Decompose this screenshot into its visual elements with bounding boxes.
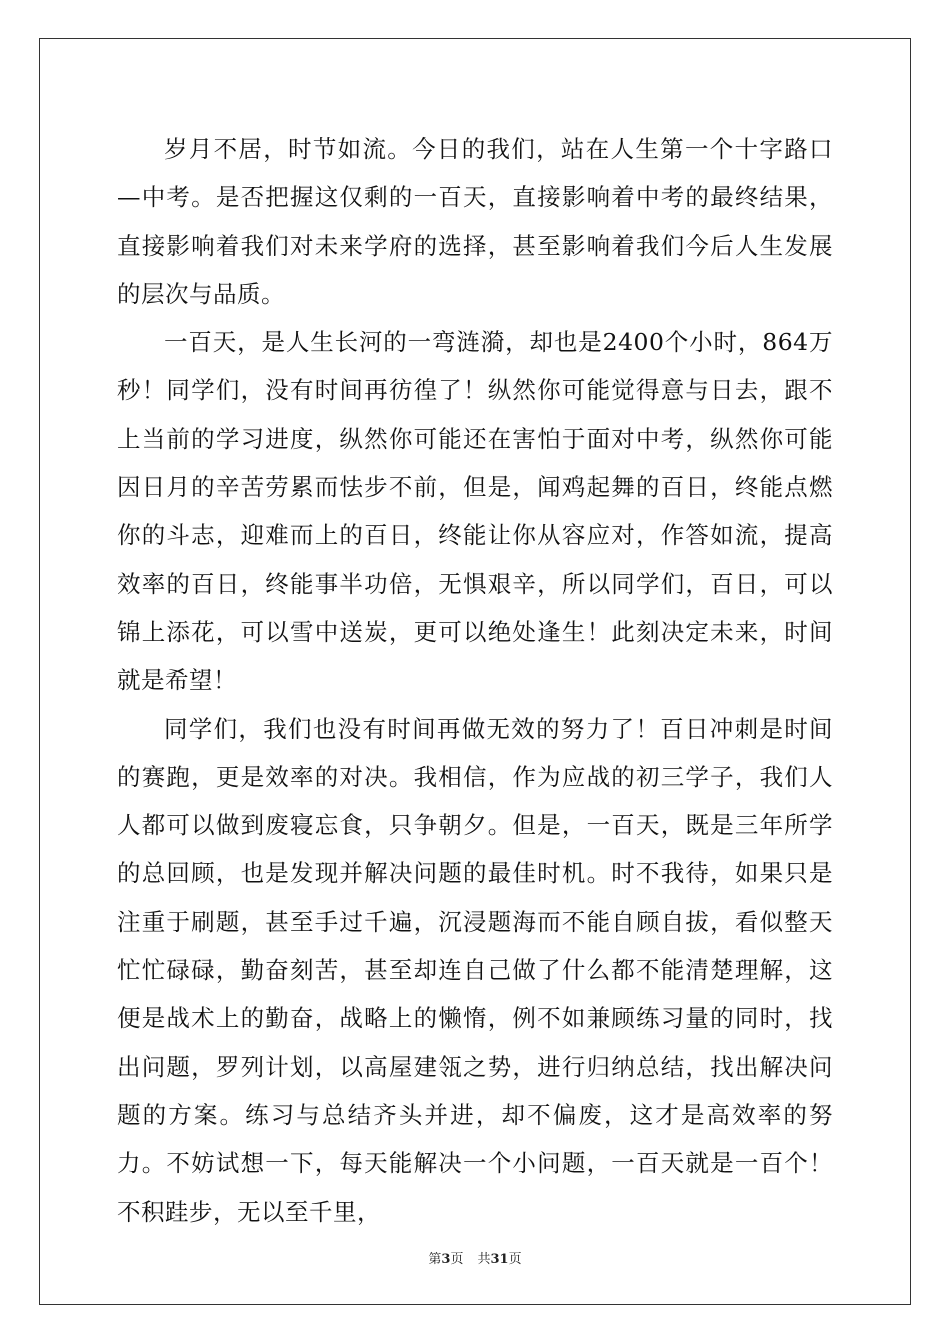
total-pages-number: 31: [490, 1252, 509, 1267]
page-suffix: 页: [450, 1252, 464, 1267]
page-footer: [0, 1248, 950, 1267]
current-page-number: 3: [441, 1252, 451, 1267]
total-prefix: 共: [477, 1252, 491, 1267]
page-prefix: 第: [428, 1252, 442, 1267]
total-suffix: 页: [508, 1252, 522, 1267]
paragraph-2: 一百天，是人生长河的一弯涟漪，却也是2400个小时，864万秒！同学们，没有时间再彷徨了！纵然你可能觉得意与日去，跟不上当前的学习进度，纵然你可能还在害怕于面对中考，纵然你可能因日月的辛苦劳累而怯步不前，但是，闻鸡起舞的百日，终能点燃你的斗志，迎难而上的百日，终能让你从容应对，作答如流，提高效率的百日，终能事半功倍，无惧艰辛，所以同学们，百日，可以锦上添花，可以雪中送炭，更可以绝处逢生！此刻决定未来，时间就是希望！: [117, 328, 833, 695]
document-body: [117, 125, 833, 1236]
paragraph-3: 同学们，我们也没有时间再做无效的努力了！百日冲刺是时间的赛跑，更是效率的对决。我相信，作为应战的初三学子，我们人人都可以做到废寝忘食，只争朝夕。但是，一百天，既是三年所学的总回顾，也是发现并解决问题的最佳时机。时不我待，如果只是注重于刷题，甚至手过千遍，沉浸题海而不能自顾自拔，看似整天忙忙碌碌，勤奋刻苦，甚至却连自己做了什么都不能清楚理解，这便是战术上的勤奋，战略上的懒惰，例不如兼顾练习量的同时，找出问题，罗列计划，以高屋建瓴之势，进行归纳总结，找出解决问题的方案。练习与总结齐头并进，却不偏废，这才是高效率的努力。不妨试想一下，每天能解决一个小问题，一百天就是一百个！不积跬步，无以至千里，: [117, 714, 833, 1226]
paragraph-1: 岁月不居，时节如流。今日的我们，站在人生第一个十字路口—中考。是否把握这仅剩的一百天，直接影响着中考的最终结果，直接影响着我们对未来学府的选择，甚至影响着我们今后人生发展的层次与品质。: [117, 135, 833, 308]
